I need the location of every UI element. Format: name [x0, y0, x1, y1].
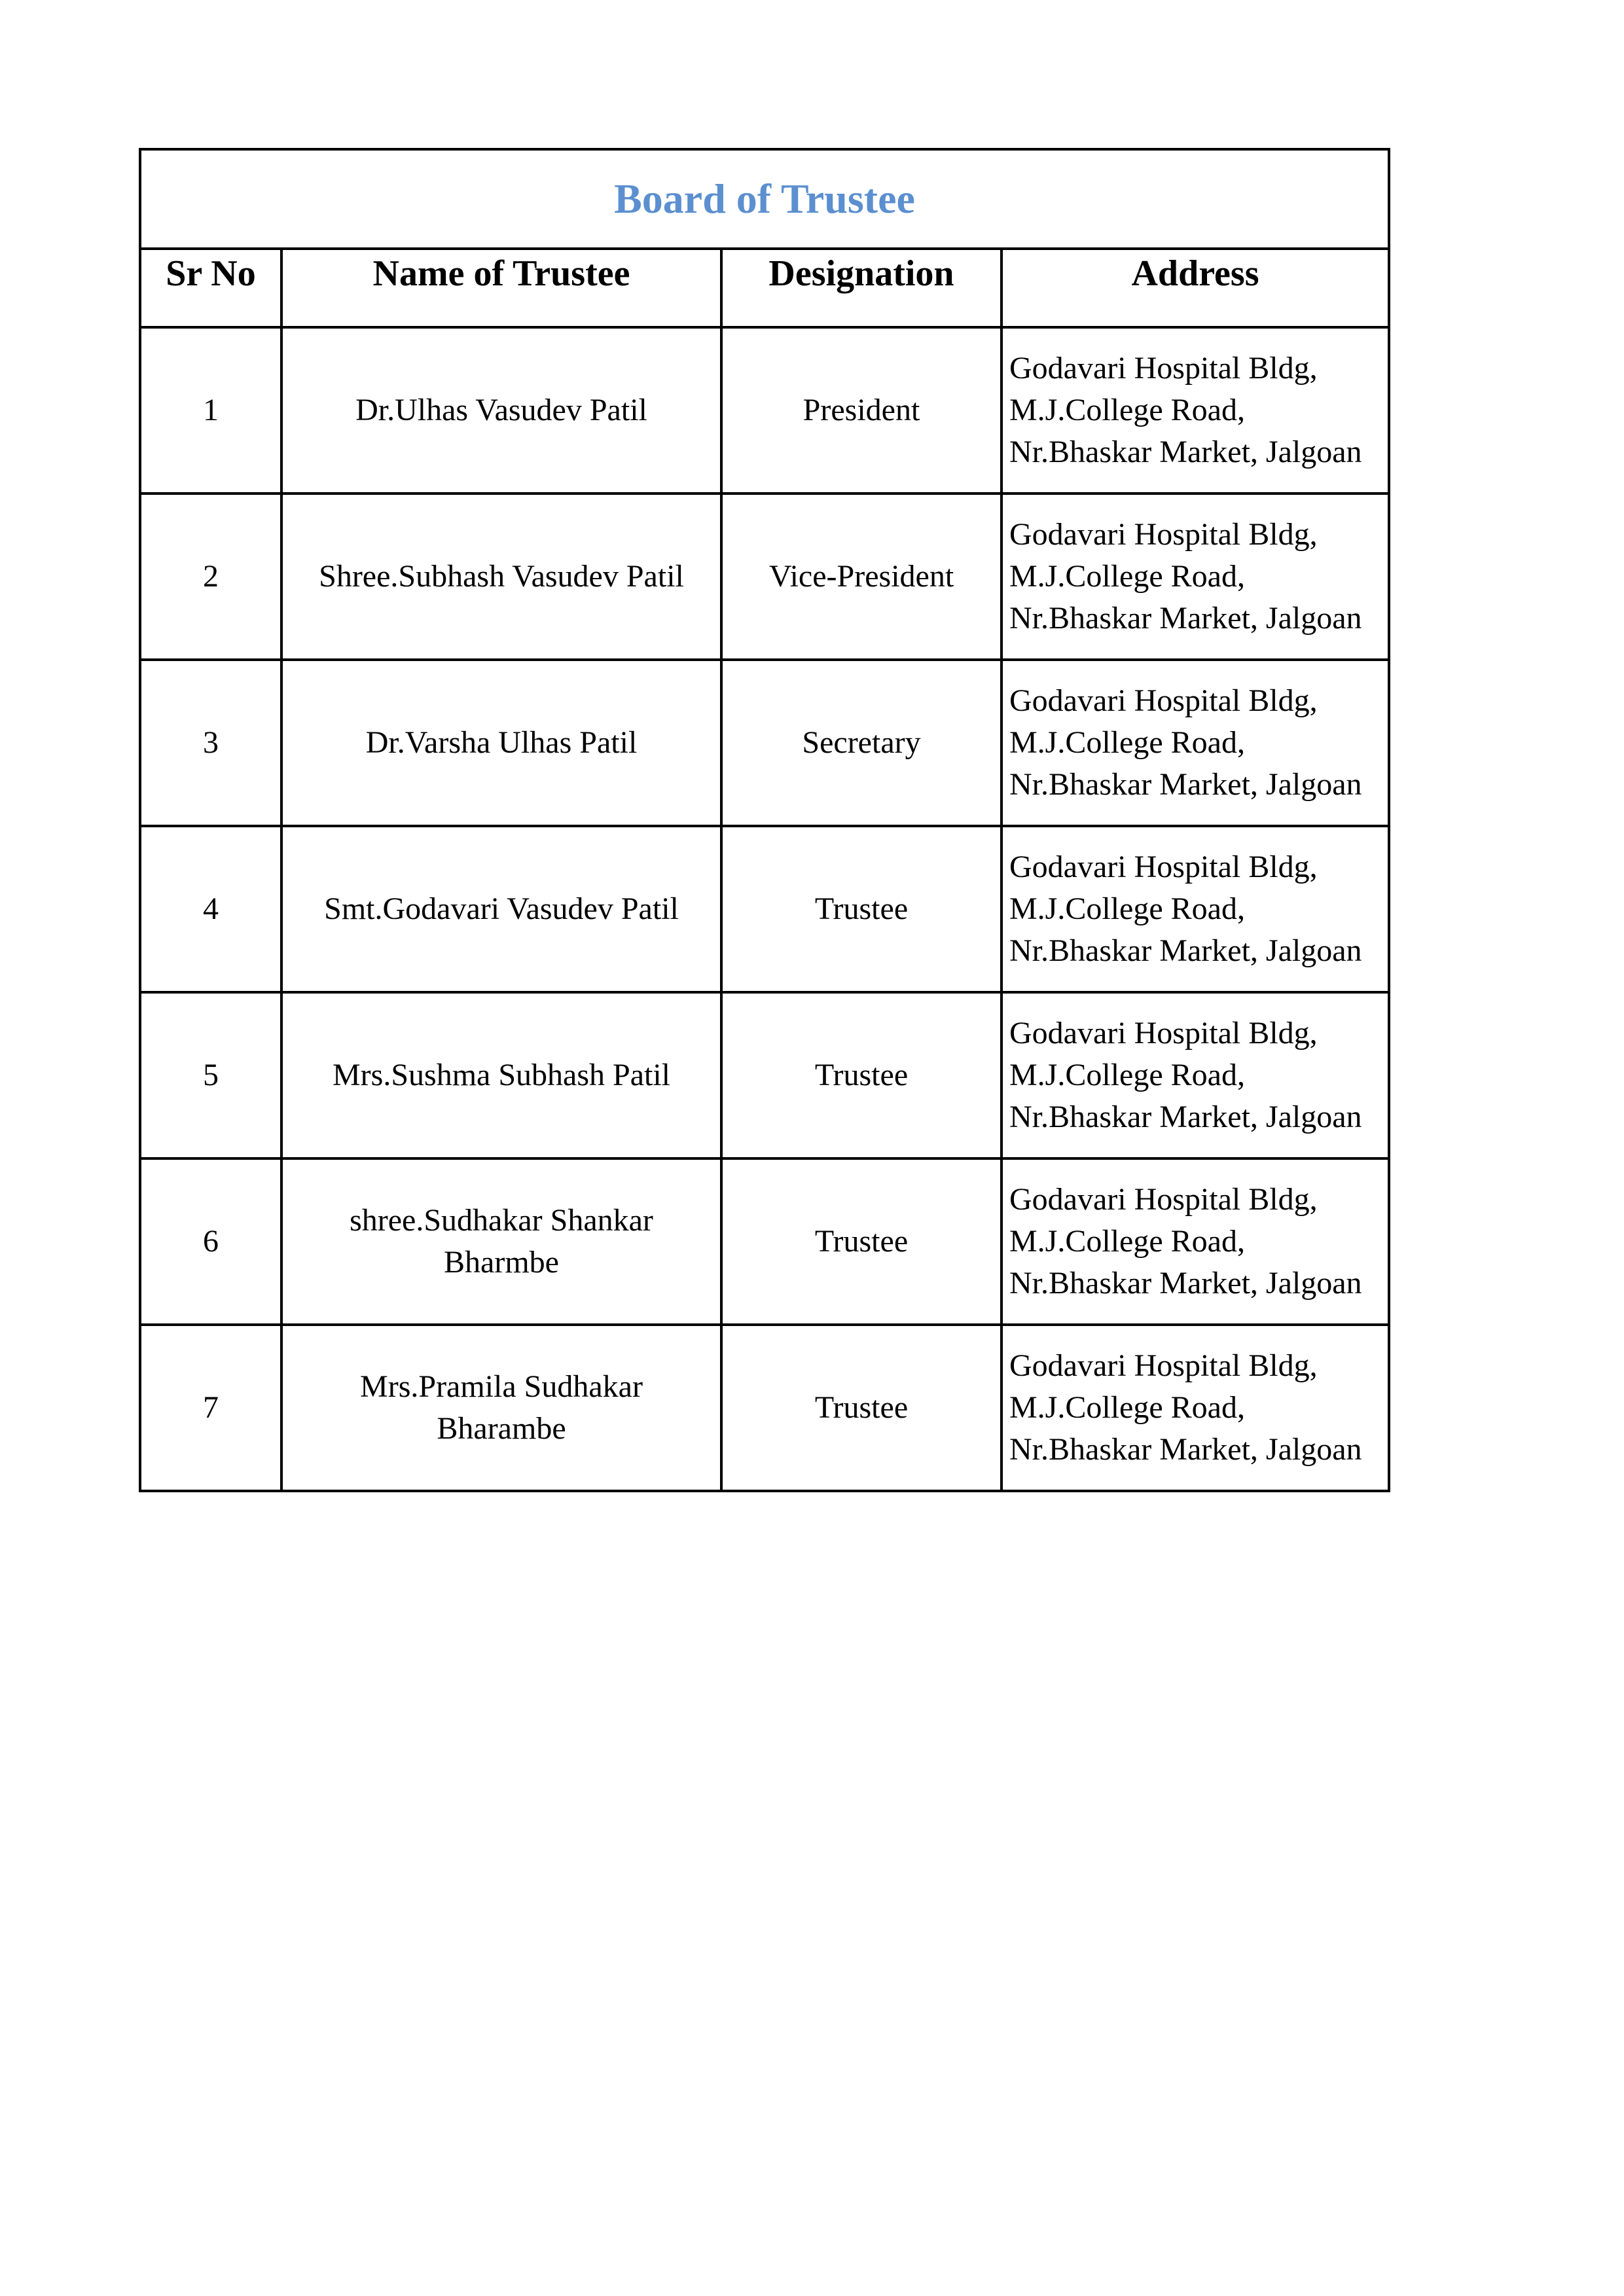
address-line: Nr.Bhaskar Market, Jalgoan [1009, 435, 1362, 469]
trustee-name-cell: Dr.Varsha Ulhas Patil [281, 660, 721, 826]
header-name-of-trustee: Name of Trustee [281, 249, 721, 327]
header-sr-no: Sr No [140, 249, 281, 327]
address-line: Nr.Bhaskar Market, Jalgoan [1009, 1100, 1362, 1134]
sr-no-cell: 6 [140, 1158, 281, 1325]
address-cell [1001, 327, 1389, 493]
trustee-name-cell: shree.Sudhakar Shankar Bharmbe [281, 1158, 721, 1325]
address-line: M.J.College Road, [1009, 891, 1245, 926]
address-line: Godavari Hospital Bldg, [1009, 850, 1318, 884]
sr-no-cell: 2 [140, 493, 281, 660]
header-address: Address [1001, 249, 1389, 327]
board-of-trustee-table [139, 148, 1390, 1492]
address-line: Nr.Bhaskar Market, Jalgoan [1009, 933, 1362, 968]
address-line: Godavari Hospital Bldg, [1009, 1016, 1318, 1050]
address-cell [1001, 992, 1389, 1158]
sr-no-cell: 3 [140, 660, 281, 826]
address-line: Nr.Bhaskar Market, Jalgoan [1009, 1432, 1362, 1467]
designation-cell: Trustee [721, 992, 1001, 1158]
table-row [140, 493, 1389, 660]
table-row [140, 1158, 1389, 1325]
trustee-name-cell: Dr.Ulhas Vasudev Patil [281, 327, 721, 493]
header-designation: Designation [721, 249, 1001, 327]
address-line: M.J.College Road, [1009, 725, 1245, 760]
header-row [140, 249, 1389, 327]
address-line: M.J.College Road, [1009, 1390, 1245, 1425]
trustee-name-cell: Mrs.Sushma Subhash Patil [281, 992, 721, 1158]
designation-cell: Trustee [721, 1325, 1001, 1491]
trustee-name-cell: Mrs.Pramila Sudhakar Bharambe [281, 1325, 721, 1491]
address-line: Nr.Bhaskar Market, Jalgoan [1009, 601, 1362, 636]
address-cell [1001, 826, 1389, 992]
trustee-sheet [139, 148, 1390, 1492]
table-row [140, 826, 1389, 992]
address-line: Godavari Hospital Bldg, [1009, 683, 1318, 718]
address-line: Godavari Hospital Bldg, [1009, 351, 1318, 386]
address-cell [1001, 1158, 1389, 1325]
sr-no-cell: 7 [140, 1325, 281, 1491]
address-cell [1001, 493, 1389, 660]
title-row [140, 149, 1389, 249]
table-row [140, 992, 1389, 1158]
trustee-name-cell: Shree.Subhash Vasudev Patil [281, 493, 721, 660]
trustee-rows [140, 327, 1389, 1491]
address-line: M.J.College Road, [1009, 559, 1245, 594]
address-line: Godavari Hospital Bldg, [1009, 1348, 1318, 1383]
trustee-name-cell: Smt.Godavari Vasudev Patil [281, 826, 721, 992]
table-title: Board of Trustee [140, 149, 1389, 249]
designation-cell: Vice-President [721, 493, 1001, 660]
address-line: Nr.Bhaskar Market, Jalgoan [1009, 767, 1362, 802]
address-cell [1001, 1325, 1389, 1491]
table-row [140, 660, 1389, 826]
designation-cell: Trustee [721, 1158, 1001, 1325]
designation-cell: Secretary [721, 660, 1001, 826]
sr-no-cell: 5 [140, 992, 281, 1158]
address-line: M.J.College Road, [1009, 393, 1245, 427]
designation-cell: President [721, 327, 1001, 493]
address-line: Godavari Hospital Bldg, [1009, 517, 1318, 552]
sr-no-cell: 1 [140, 327, 281, 493]
table-row [140, 327, 1389, 493]
sr-no-cell: 4 [140, 826, 281, 992]
address-line: M.J.College Road, [1009, 1058, 1245, 1092]
address-line: Godavari Hospital Bldg, [1009, 1182, 1318, 1217]
designation-cell: Trustee [721, 826, 1001, 992]
address-line: Nr.Bhaskar Market, Jalgoan [1009, 1266, 1362, 1300]
address-line: M.J.College Road, [1009, 1224, 1245, 1259]
table-row [140, 1325, 1389, 1491]
address-cell [1001, 660, 1389, 826]
